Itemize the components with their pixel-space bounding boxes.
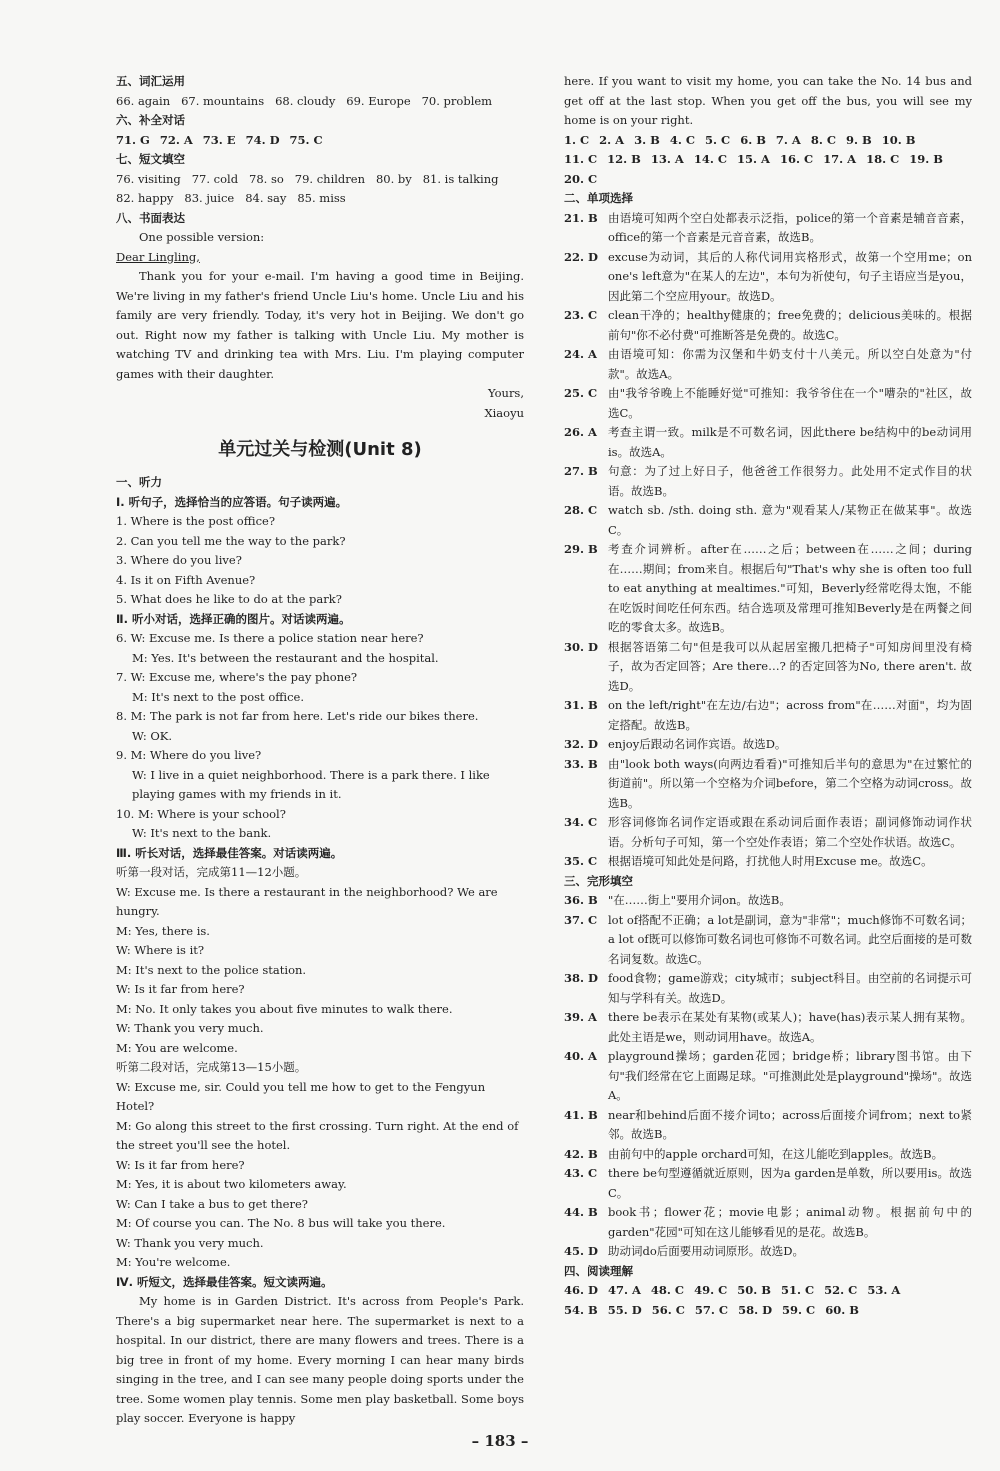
answer-row — [116, 131, 524, 151]
answer-row — [564, 1301, 972, 1321]
script-line: M: It's next to the police station. — [116, 962, 307, 977]
explanation-text: 由"look both ways(向两边看看)"可推知后半句的意思为"在过繁忙的街道前"。所以第一个空格为介词before，第二个空格为动词cross。故选B。 — [608, 756, 972, 810]
explanation-text: book书；flower花；movie电影；animal动物。根据前句中的garden"花园"可知在这儿能够看见的是花。故选B。 — [608, 1205, 972, 1239]
answer: 17. A — [823, 152, 857, 166]
explanation-text: near和behind后面不接介词to；across后面接介词from；next to紧邻。故选B。 — [608, 1107, 972, 1141]
answer: 48. C — [650, 1283, 685, 1297]
section-heading: 二、单项选择 — [564, 191, 633, 205]
right-column — [564, 72, 972, 1320]
explanation-list — [564, 891, 972, 1262]
explanation-text: 由语境可知：你需为汉堡和牛奶支付十八美元。所以空白处意为"付款"。故选A。 — [608, 347, 972, 381]
explanation-text: lot of搭配不正确；a lot是副词，意为"非常"；much修饰不可数名词；a lot of既可以修饰可数名词也可修饰不可数名词。此空后面接的是可数名词复数。故选C。 — [608, 912, 972, 966]
explanation-entry — [564, 462, 972, 501]
explanation-list — [564, 209, 972, 872]
explanation-entry — [564, 638, 972, 697]
explanation-entry — [564, 911, 972, 970]
question-number: 28. C — [564, 503, 598, 517]
answer-line: 82. happy 83. juice 84. say 85. miss — [116, 191, 346, 205]
answer: 60. B — [825, 1302, 859, 1317]
script-line: 2. Can you tell me the way to the park? — [116, 533, 346, 548]
answer: 74. D — [245, 132, 280, 147]
question-number: 41. B — [564, 1107, 598, 1122]
explanation-text: 根据答语第二句"但是我可以从起居室搬几把椅子"可知房间里没有椅子，故为否定回答；Are there…? 的否定回答为No, there aren't. 故选D。 — [608, 639, 972, 693]
script-line: W: I live in a quiet neighborhood. There is a park there. I like playing games with my friends in it. — [132, 767, 490, 801]
answer: 71. G — [116, 132, 150, 147]
question-number: 32. D — [564, 737, 598, 751]
left-column — [116, 72, 524, 1429]
script-line: W: Thank you very much. — [116, 1235, 264, 1250]
explanation-entry — [564, 306, 972, 345]
explanation-entry — [564, 1164, 972, 1203]
question-number: 33. B — [564, 756, 598, 771]
script-line: 4. Is it on Fifth Avenue? — [116, 572, 256, 587]
script-line: 听第二段对话，完成第13—15小题。 — [116, 1060, 307, 1074]
section-heading: 七、短文填空 — [116, 152, 185, 166]
version-label: One possible version: — [139, 230, 265, 244]
explanation-entry — [564, 1242, 972, 1262]
answer: 7. A — [775, 132, 801, 147]
letter-closing: Yours, — [488, 386, 524, 400]
answer: 72. A — [159, 132, 193, 147]
script-line: M: No. It only takes you about five minutes to walk there. — [116, 1001, 453, 1016]
answer-line: 76. visiting 77. cold 78. so 79. children 80. by 81. is talking — [116, 171, 499, 186]
answer: 13. A — [650, 152, 684, 166]
question-number: 24. A — [564, 347, 597, 361]
answer-row — [564, 150, 972, 170]
explanation-text: enjoy后跟动名词作宾语。故选D。 — [608, 737, 787, 751]
explanation-text: "在……街上"要用介词on。故选B。 — [608, 893, 791, 907]
explanation-entry — [564, 501, 972, 540]
explanation-text: 助动词do后面要用动词原形。故选D。 — [608, 1244, 805, 1258]
explanation-text: 由"我爷爷晚上不能睡好觉"可推知：我爷爷住在一个"嘈杂的"社区，故选C。 — [608, 386, 972, 420]
answer: 11. C — [564, 152, 598, 166]
explanation-text: 考查主谓一致。milk是不可数名词，因此there be结构中的be动词用is。故选A。 — [608, 425, 972, 459]
answer: 46. D — [564, 1283, 598, 1297]
explanation-entry — [564, 248, 972, 307]
script-line: 10. M: Where is your school? — [116, 806, 286, 821]
answer: 52. C — [824, 1283, 858, 1297]
script-line: W: Can I take a bus to get there? — [116, 1196, 308, 1211]
script-line: 听第一段对话，完成第11—12小题。 — [116, 865, 307, 879]
explanation-text: 由语境可知两个空白处都表示泛指，police的第一个音素是辅音音素，office的第一个音素是元音音素，故选B。 — [608, 210, 972, 244]
explanation-entry — [564, 891, 972, 911]
answer-row — [564, 131, 972, 151]
answer: 4. C — [669, 132, 696, 147]
question-number: 36. B — [564, 893, 598, 907]
part-heading: Ⅱ. 听小对话，选择正确的图片。对话读两遍。 — [116, 611, 351, 626]
answer: 16. C — [779, 152, 814, 166]
part-heading: Ⅳ. 听短文，选择最佳答案。短文读两遍。 — [116, 1274, 333, 1289]
answer: 75. C — [289, 132, 323, 147]
script-line: 8. M: The park is not far from here. Let's ride our bikes there. — [116, 709, 479, 723]
question-number: 35. C — [564, 854, 598, 868]
answer: 6. B — [740, 132, 766, 147]
script-line: W: Is it far from here? — [116, 982, 245, 996]
script-line: W: Is it far from here? — [116, 1157, 245, 1172]
explanation-text: 形容词修饰名词作定语或跟在系动词后面作表语；副词修饰动词作状语。分析句子可知，第一个空处作表语；第二个空处作状语。故选C。 — [608, 815, 972, 849]
question-number: 42. B — [564, 1146, 598, 1161]
section-heading: 三、完形填空 — [564, 873, 633, 888]
answer: 73. E — [202, 132, 236, 147]
letter-greeting: Dear Lingling, — [116, 249, 200, 264]
script-line: M: Yes, there is. — [116, 923, 210, 938]
answer: 56. C — [651, 1302, 685, 1317]
answer: 3. B — [634, 132, 660, 147]
question-number: 31. B — [564, 698, 598, 712]
script-line: M: Go along this street to the first crossing. Turn right. At the end of the street you'll see the hotel. — [116, 1118, 519, 1152]
script-line: W: Where is it? — [116, 943, 205, 957]
explanation-text: there be句型遵循就近原则，因为a garden是单数，所以要用is。故选C。 — [608, 1166, 972, 1200]
explanation-entry — [564, 540, 972, 638]
section-heading: 一、听力 — [116, 475, 162, 489]
section-heading: 五、词汇运用 — [116, 74, 185, 88]
script-line: M: You are welcome. — [116, 1040, 238, 1055]
answer: 12. B — [607, 152, 641, 166]
explanation-entry — [564, 1145, 972, 1165]
script-line: M: Of course you can. The No. 8 bus will take you there. — [116, 1216, 446, 1230]
answer: 54. B — [564, 1302, 598, 1317]
explanation-entry — [564, 755, 972, 814]
section-heading: 四、阅读理解 — [564, 1263, 633, 1278]
script-line: 7. W: Excuse me, where's the pay phone? — [116, 670, 358, 684]
explanation-text: on the left/right"在左边/右边"；across from"在……对面"，均为固定搭配。故选B。 — [608, 698, 972, 732]
explanation-entry — [564, 1047, 972, 1106]
script-line: M: It's next to the post office. — [132, 689, 304, 704]
explanation-entry — [564, 696, 972, 735]
answer: 14. C — [693, 152, 728, 166]
explanation-text: excuse为动词，其后的人称代词用宾格形式，故第一个空用me；on one's left意为"在某人的左边"，本句为祈使句，句子主语应当是you，因此第二个空应用your。故选D。 — [608, 249, 972, 303]
answer: 19. B — [909, 152, 943, 166]
answer: 20. C — [564, 171, 598, 186]
page-number: – 183 – — [471, 1432, 529, 1450]
answer: 59. C — [782, 1302, 816, 1317]
explanation-entry — [564, 735, 972, 755]
script-line: M: Yes. It's between the restaurant and the hospital. — [132, 650, 439, 665]
script-line: W: Excuse me. Is there a restaurant in the neighborhood? We are hungry. — [116, 884, 498, 918]
answer-line: 66. again 67. mountains 68. cloudy 69. Europe 70. problem — [116, 93, 493, 108]
unit-title: 单元过关与检测(Unit 8) — [218, 439, 422, 460]
explanation-text: 考查介词辨析。after在……之后；between在……之间；during在……期间；from来自。根据后句"That's why she is often too full to eat anything at mealtimes."可知，Beverly经常吃得太饱，不能在吃饭时间吃任何东西。结合选项及常理可推知Beverly是在两餐之间吃的零食太多。故选B。 — [608, 542, 972, 634]
script-line: 9. M: Where do you live? — [116, 748, 262, 762]
answer: 1. C — [564, 132, 590, 147]
explanation-text: food食物；game游戏；city城市；subject科目。由空前的名词提示可知与学科有关。故选D。 — [608, 971, 972, 1005]
question-number: 45. D — [564, 1244, 598, 1258]
explanation-entry — [564, 813, 972, 852]
answer: 55. D — [607, 1302, 642, 1317]
question-number: 27. B — [564, 464, 598, 478]
answer: 51. C — [781, 1283, 815, 1297]
explanation-entry — [564, 852, 972, 872]
question-number: 25. C — [564, 386, 598, 400]
script-line: W: OK. — [132, 728, 173, 743]
explanation-entry — [564, 1203, 972, 1242]
passage-continued: here. If you want to visit my home, you can take the No. 14 bus and get off at the last stop. When you get off the bus, you will see my home is on your right. — [564, 74, 972, 127]
explanation-entry — [564, 423, 972, 462]
script-line: 5. What does he like to do at the park? — [116, 592, 342, 606]
answer: 10. B — [881, 132, 916, 147]
script-line: M: You're welcome. — [116, 1255, 231, 1269]
script-line: M: Yes, it is about two kilometers away. — [116, 1177, 347, 1191]
question-number: 38. D — [564, 971, 598, 985]
question-number: 37. C — [564, 912, 598, 927]
answer: 8. C — [810, 132, 837, 147]
question-number: 44. B — [564, 1205, 598, 1219]
letter-signature: Xiaoyu — [484, 405, 524, 420]
question-number: 30. D — [564, 639, 598, 654]
explanation-entry — [564, 969, 972, 1008]
answer: 50. B — [737, 1283, 771, 1297]
script-line: W: Thank you very much. — [116, 1021, 264, 1035]
explanation-entry — [564, 1008, 972, 1047]
part-heading: Ⅲ. 听长对话，选择最佳答案。对话读两遍。 — [116, 845, 343, 860]
answer: 47. A — [607, 1283, 641, 1297]
question-number: 23. C — [564, 308, 598, 322]
explanation-text: clean干净的；healthy健康的；free免费的；delicious美味的。根据前句"你不必付费"可推断答是免费的。故选C。 — [608, 308, 972, 342]
answer: 5. C — [705, 132, 731, 147]
answer: 53. A — [867, 1283, 901, 1297]
explanation-text: 句意：为了过上好日子，他爸爸工作很努力。此处用不定式作目的状语。故选B。 — [608, 464, 972, 498]
question-number: 21. B — [564, 210, 598, 225]
answer: 57. C — [694, 1302, 729, 1317]
explanation-text: there be表示在某处有某物(或某人)；have(has)表示某人拥有某物。此处主语是we，则动词用have。故选A。 — [608, 1010, 972, 1044]
explanation-text: watch sb. /sth. doing sth. 意为"观看某人/某物正在做某事"。故选C。 — [608, 503, 972, 537]
answer-row — [564, 1281, 972, 1301]
question-number: 22. D — [564, 249, 598, 264]
answer: 9. B — [846, 132, 872, 147]
script-line: W: Excuse me, sir. Could you tell me how to get to the Fengyun Hotel? — [116, 1079, 486, 1113]
question-number: 43. C — [564, 1166, 598, 1180]
explanation-entry — [564, 384, 972, 423]
question-number: 26. A — [564, 425, 597, 439]
explanation-entry — [564, 345, 972, 384]
explanation-entry — [564, 1106, 972, 1145]
letter-body: Thank you for your e-mail. I'm having a good time in Beijing. We're living in my father's friend Uncle Liu's home. Uncle Liu and his family are very friendly. Today, it's very hot in Beijing. We don't go out. Right now my father is talking with Uncle Liu. My mother is watching TV and drinking tea with Mrs. Liu. I'm playing computer games with their daughter. — [116, 269, 524, 381]
question-number: 34. C — [564, 815, 598, 829]
script-line: 3. Where do you live? — [116, 553, 242, 567]
part-heading: Ⅰ. 听句子，选择恰当的应答语。句子读两遍。 — [116, 494, 348, 509]
explanation-text: 根据语境可知此处是问路，打扰他人时用Excuse me。故选C。 — [608, 854, 933, 868]
explanation-text: playground操场；garden花园；bridge桥；library图书馆。由下句"我们经常在它上面踢足球。"可推测此处是playground"操场"。故选A。 — [608, 1049, 972, 1102]
answer: 15. A — [737, 152, 770, 166]
script-line: 1. Where is the post office? — [116, 514, 275, 528]
explanation-entry — [564, 209, 972, 248]
question-number: 29. B — [564, 542, 598, 556]
question-number: 39. A — [564, 1010, 597, 1024]
answer: 18. C — [866, 152, 900, 166]
section-heading: 八、书面表达 — [116, 210, 185, 225]
section-heading: 六、补全对话 — [116, 113, 185, 127]
script-line: 6. W: Excuse me. Is there a police station near here? — [116, 631, 424, 645]
answer: 49. C — [694, 1283, 728, 1297]
answer: 58. D — [738, 1302, 773, 1317]
script-line: W: It's next to the bank. — [132, 826, 272, 840]
question-number: 40. A — [564, 1049, 597, 1063]
passage-text: My home is in Garden District. It's across from People's Park. There's a big supermarket near here. The supermarket is next to a hospital. In our district, there are many flowers and trees. There is a big tree in front of my home. Every morning I can hear many birds singing in the tree, and I can see many people doing sports under the tree. Some women play tennis. Some men play basketball. Some boys play soccer. Everyone is happy — [116, 1294, 524, 1425]
answer: 2. A — [599, 132, 625, 147]
explanation-text: 由前句中的apple orchard可知，在这儿能吃到apples。故选B。 — [608, 1146, 944, 1161]
